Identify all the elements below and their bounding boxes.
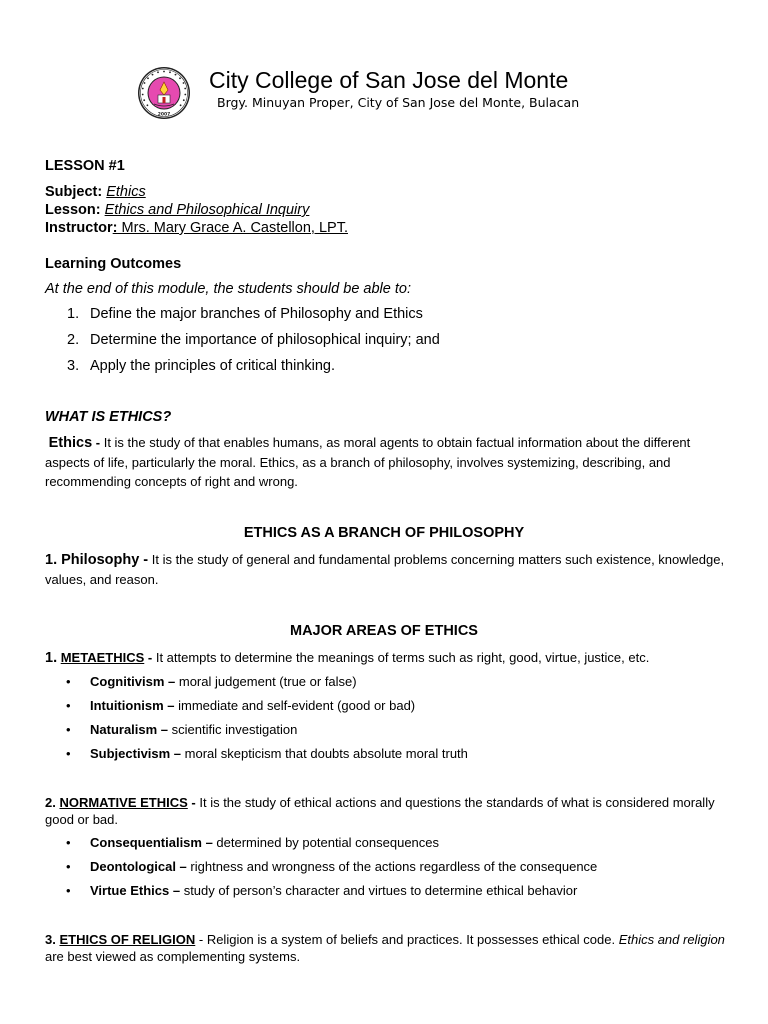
philosophy-definition: 1. Philosophy - It is the study of general and fundamental problems concerning matters such existence, knowledge, values, and reason. — [45, 552, 725, 587]
learning-outcomes-heading: Learning Outcomes — [45, 256, 182, 272]
list-item: • Cognitivism – moral judgement (true or false) — [66, 674, 357, 689]
lesson-value: Ethics and Philosophical Inquiry — [104, 202, 310, 218]
college-address: Brgy. Minuyan Proper, City of San Jose del Monte, Bulacan — [217, 95, 580, 110]
list-item: • Naturalism – scientific investigation — [66, 722, 298, 737]
lesson-number: LESSON #1 — [45, 158, 125, 174]
list-item: • Virtue Ethics – study of person’s character and virtues to determine ethical behavior — [66, 883, 578, 898]
college-seal-icon — [137, 66, 191, 120]
instructor-line — [45, 220, 348, 236]
list-item: • Intuitionism – immediate and self-evident (good or bad) — [66, 698, 416, 713]
what-is-ethics-heading: WHAT IS ETHICS? — [45, 409, 172, 425]
instructor-colon: : — [112, 220, 118, 236]
document-header — [137, 66, 637, 122]
list-item: 2. Determine the importance of philosophical inquiry; and — [67, 332, 440, 348]
college-name: City College of San Jose del Monte — [209, 67, 569, 93]
svg-text:2007: 2007 — [157, 112, 171, 118]
learning-outcomes-intro: At the end of this module, the students should be able to: — [45, 281, 411, 297]
ethics-of-religion-definition: 3. ETHICS OF RELIGION - Religion is a system of beliefs and practices. It possesses ethical code. Ethics and religion are best viewed as complementing systems. — [45, 932, 725, 964]
major-areas-heading: MAJOR AREAS OF ETHICS — [290, 623, 478, 639]
subject-value: Ethics — [106, 184, 146, 200]
branch-heading: ETHICS AS A BRANCH OF PHILOSOPHY — [243, 525, 525, 541]
lesson-label: Lesson: — [45, 202, 101, 218]
instructor-value: Mrs. Mary Grace A. Castellon, LPT. — [117, 220, 348, 236]
subject-line — [45, 184, 146, 200]
ethics-definition: Ethics - It is the study of that enables humans, as moral agents to obtain factual information about the different aspects of life, particularly the moral. Ethics, as a branch of philosophy, involves systemizing, describing, and recommending concepts of right and wrong. — [45, 435, 691, 489]
list-item: 1. Define the major branches of Philosophy and Ethics — [67, 306, 423, 322]
list-item: • Subjectivism – moral skepticism that doubts absolute moral truth — [66, 746, 468, 761]
list-item: • Deontological – rightness and wrongness of the actions regardless of the consequence — [66, 859, 598, 874]
subject-label: Subject: — [45, 184, 103, 200]
instructor-label: Instructor — [45, 220, 113, 236]
lesson-line — [45, 202, 309, 218]
normative-ethics-definition: 2. NORMATIVE ETHICS - It is the study of ethical actions and questions the standards of what is considered morally good or bad. — [45, 795, 715, 827]
metaethics-line: 1. METAETHICS - It attempts to determine the meanings of terms such as right, good, virtue, justice, etc. — [45, 650, 650, 666]
ethics-term: Ethics — [48, 435, 93, 451]
list-item: 3. Apply the principles of critical thinking. — [67, 358, 336, 374]
list-item: • Consequentialism – determined by potential consequences — [66, 835, 440, 850]
